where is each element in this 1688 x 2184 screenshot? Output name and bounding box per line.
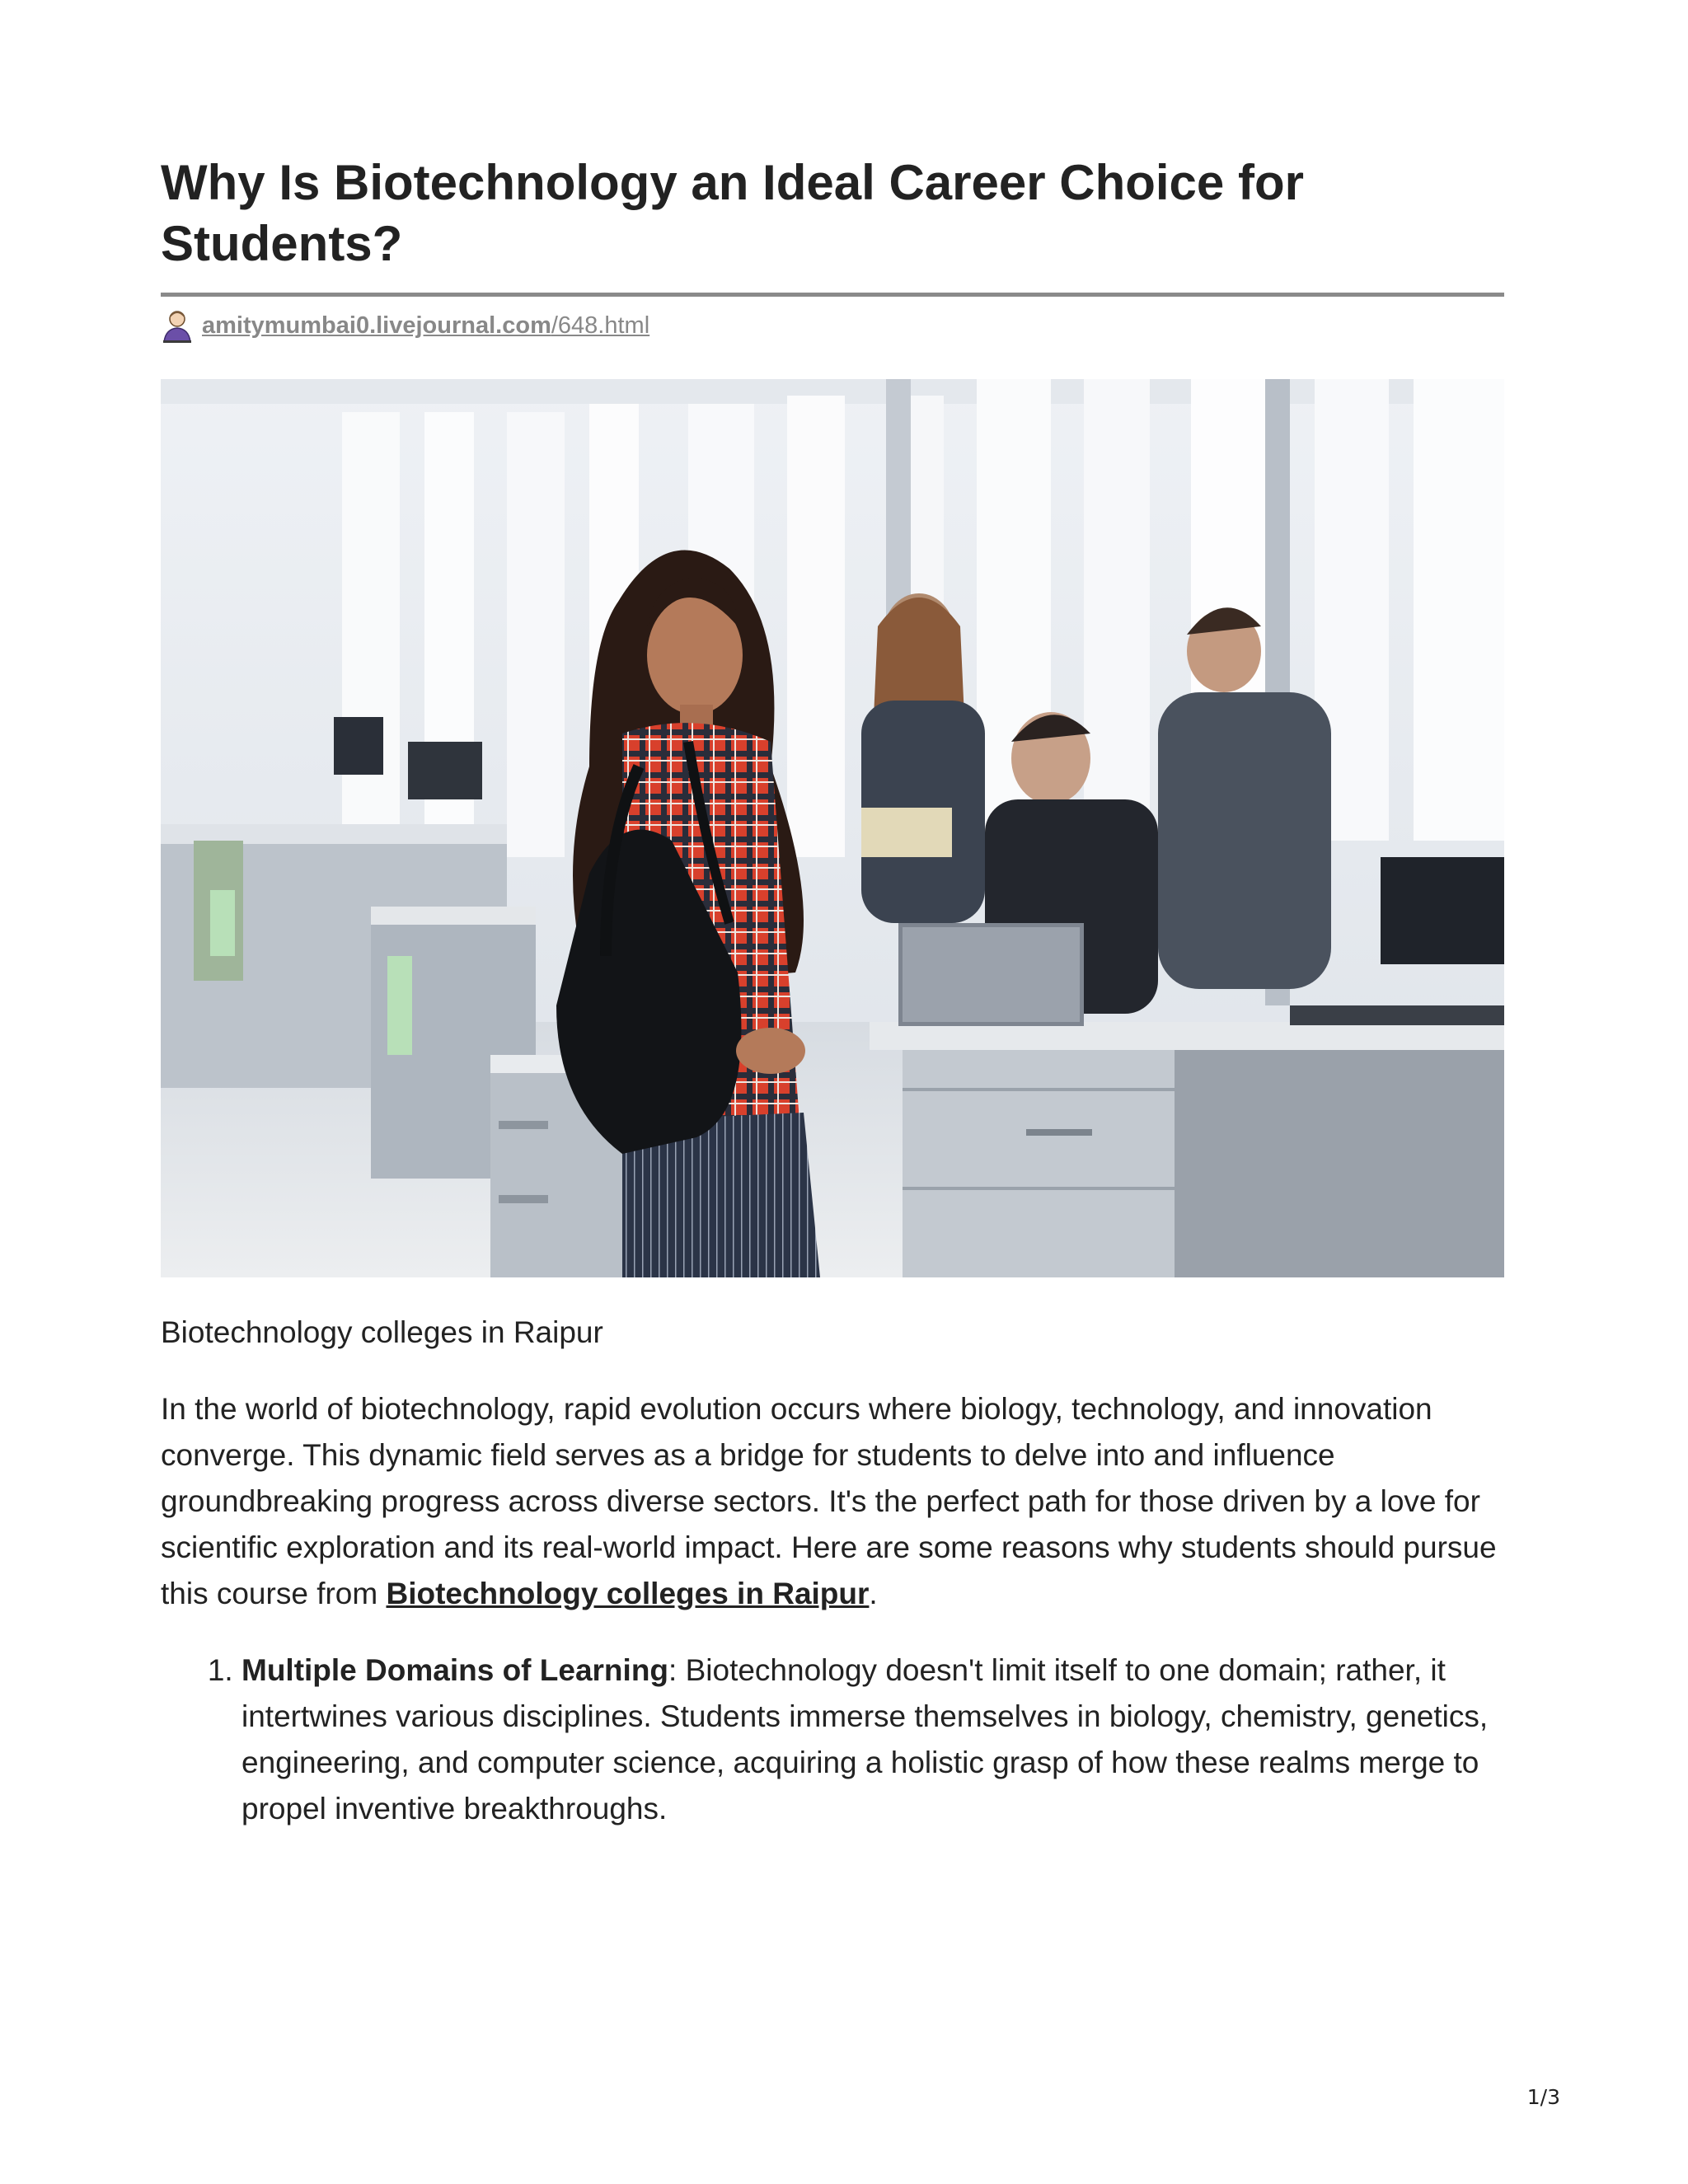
author-avatar-icon <box>161 308 194 343</box>
image-caption: Biotechnology colleges in Raipur <box>161 1315 603 1349</box>
source-line <box>161 308 1504 343</box>
source-host: amitymumbai0.livejournal.com <box>202 312 551 339</box>
article <box>161 152 1504 1832</box>
reason-heading: Multiple Domains of Learning <box>241 1653 669 1687</box>
source-path: /648.html <box>551 312 650 339</box>
biotech-colleges-link[interactable]: Biotechnology colleges in Raipur <box>386 1577 870 1610</box>
reason-body: : Biotechnology doesn't limit itself to one domain; rather, it intertwines various disciplines. Students immerse themselves in biology, chemistry, genetics, engineering, and computer science, acquiring a holistic grasp of how these realms merge to propel inventive breakthroughs. <box>241 1653 1489 1825</box>
reasons-list <box>161 1647 1504 1832</box>
intro-text: In the world of biotechnology, rapid evolution occurs where biology, technology, and innovation converge. This dynamic field serves as a bridge for students to delve into and influence groundbreaking progress across diverse sectors. It's the perfect path for those driven by a love for scientific exploration and its real-world impact. Here are some reasons why students should pursue this course from <box>161 1392 1497 1610</box>
page-number: 1/3 <box>1526 2085 1560 2109</box>
list-item <box>241 1647 1504 1832</box>
intro-end: . <box>869 1577 878 1610</box>
intro-paragraph <box>161 1386 1504 1617</box>
source-link[interactable] <box>202 312 649 340</box>
hero-image <box>161 379 1504 1277</box>
article-title: Why Is Biotechnology an Ideal Career Choice for Students? <box>161 155 1304 271</box>
title-divider <box>161 293 1504 297</box>
